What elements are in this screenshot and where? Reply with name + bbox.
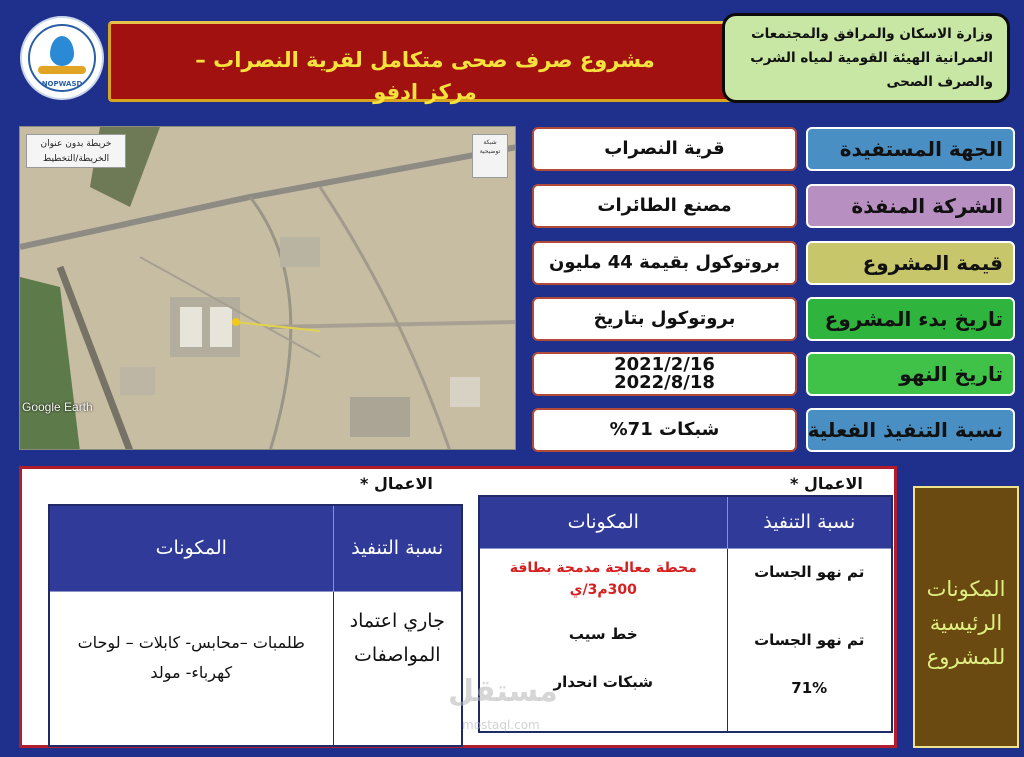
left-components-cell	[49, 591, 333, 746]
nopwasd-logo	[20, 16, 104, 100]
end-date-2: 2022/8/18	[614, 372, 715, 393]
google-earth-label: Google Earth	[22, 400, 93, 414]
works-heading-right: الاعمال *	[790, 474, 863, 493]
map-drawing	[20, 127, 516, 450]
ministry-box	[722, 13, 1010, 103]
logo-wave	[38, 66, 86, 74]
ministry-line-1: وزارة الاسكان والمرافق والمجتمعات	[751, 26, 993, 42]
row-label-contractor: الشركة المنفذة	[806, 184, 1015, 228]
satellite-map	[19, 126, 516, 450]
map-subtitle: الخريطة/التخطيط	[42, 154, 110, 164]
left-component-text: طلمبات –محابس- كابلات – لوحات كهرباء- مولد	[77, 632, 305, 682]
component-row-2: خط سيب	[568, 624, 638, 643]
left-header-components: المكونات	[49, 505, 333, 591]
page-title	[130, 44, 720, 108]
row-label-end-date: تاريخ النهو	[806, 352, 1015, 396]
works-heading-left: الاعمال *	[360, 474, 433, 493]
title-line-2: مركز ادفو	[373, 80, 477, 104]
watermark-url: mostaql.com	[462, 718, 540, 732]
row-value-contractor: مصنع الطائرات	[532, 184, 797, 228]
title-line-1: مشروع صرف صحى متكامل لقرية النصراب –	[195, 48, 655, 72]
left-percent-text: جاري اعتماد المواصفات	[349, 609, 445, 666]
left-components-table	[48, 504, 463, 747]
row-value-end-date	[532, 352, 797, 396]
percent-row-3: 71%	[791, 678, 828, 697]
percent-row-1: تم نهو الجسات	[754, 562, 865, 581]
main-components-label: المكونات الرئيسية للمشروع	[913, 486, 1019, 748]
row-value-progress: شبكات 71%	[532, 408, 797, 452]
right-header-percent: نسبة التنفيذ	[727, 496, 892, 548]
ministry-line-2: العمرانية الهيئة القومية لمياه الشرب	[750, 50, 993, 66]
logo-text: NOPWASD	[41, 80, 83, 88]
row-label-project-value: قيمة المشروع	[806, 241, 1015, 285]
row-value-beneficiary: قرية النصراب	[532, 127, 797, 171]
map-legend-box: شبكة توضيحية	[472, 134, 508, 178]
ministry-line-3: والصرف الصحى	[886, 74, 993, 90]
map-title-box	[26, 134, 126, 168]
row-label-progress: نسبة التنفيذ الفعلية	[806, 408, 1015, 452]
right-header-components: المكونات	[479, 496, 727, 548]
right-percent-cell	[727, 548, 892, 732]
row-value-project-value: بروتوكول بقيمة 44 مليون	[532, 241, 797, 285]
component-row-3: شبكات انحدار	[553, 672, 654, 691]
row-label-start-date: تاريخ بدء المشروع	[806, 297, 1015, 341]
end-date-1: 2021/2/16	[614, 354, 715, 375]
left-percent-cell	[333, 591, 462, 746]
row-label-beneficiary: الجهة المستفيدة	[806, 127, 1015, 171]
row-value-start-date: بروتوكول بتاريخ	[532, 297, 797, 341]
left-header-percent: نسبة التنفيذ	[333, 505, 462, 591]
water-drop-icon	[50, 36, 74, 66]
watermark-logo: مستقل	[448, 674, 558, 709]
map-title: خريطة بدون عنوان	[40, 139, 112, 149]
component-row-1: محطة معالجة مدمجة بطاقة 300م3/ي	[509, 559, 697, 598]
percent-row-2: تم نهو الجسات	[754, 630, 865, 649]
